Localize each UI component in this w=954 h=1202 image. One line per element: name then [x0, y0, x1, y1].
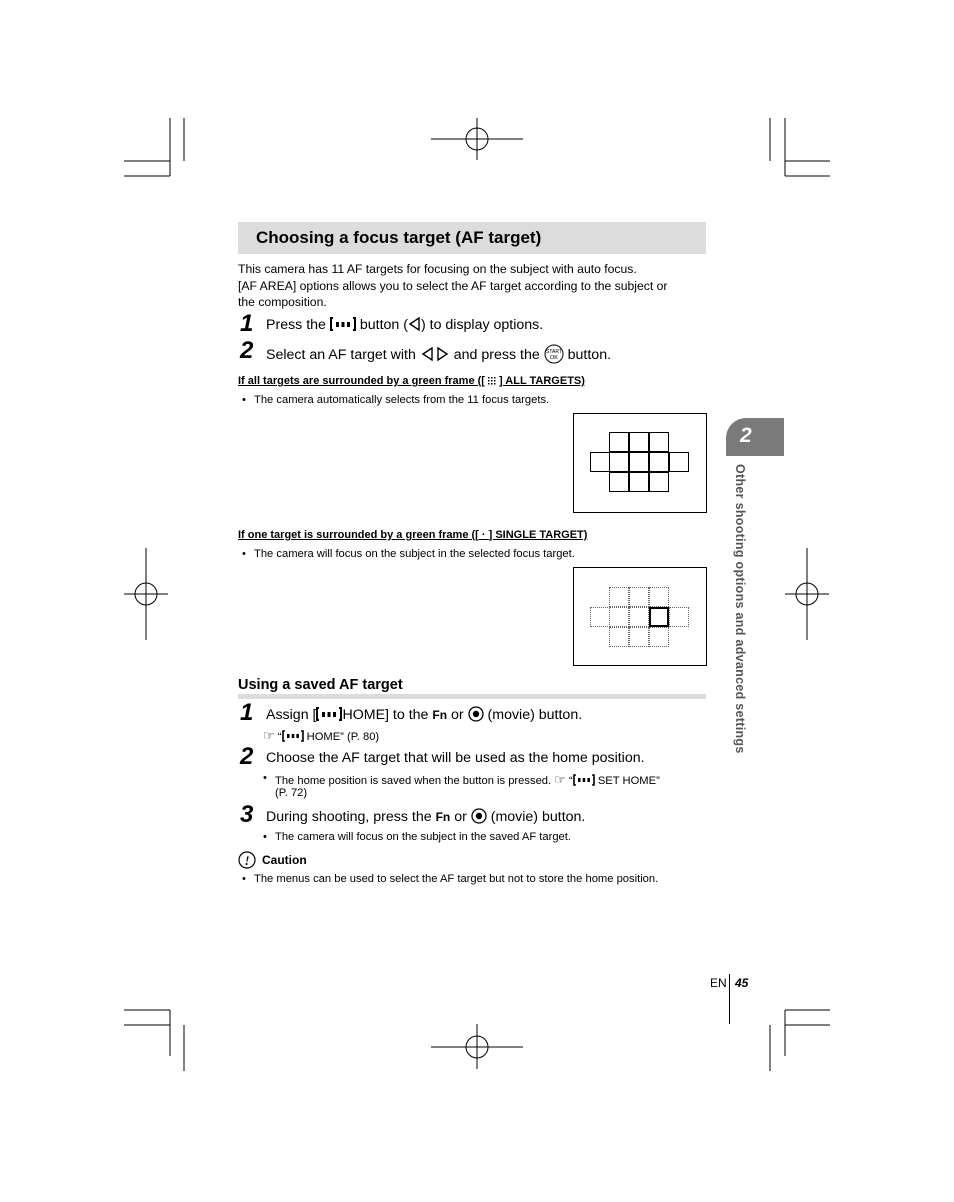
chapter-tab — [726, 418, 784, 456]
af-target-cell — [609, 452, 629, 472]
svg-text:OK: OK — [549, 355, 558, 361]
saved-step-3-bullet: • The camera will focus on the subject in the saved AF target. — [275, 831, 571, 843]
af-target-cell — [629, 452, 649, 472]
af-target-cell — [629, 607, 649, 627]
fn-button-label: Fn — [432, 708, 448, 722]
caution-bullet: • The menus can be used to select the AF target but not to store the home position. — [254, 873, 658, 885]
step-2-pre: Select an AF target with — [266, 347, 416, 363]
saved-step-3-text — [266, 808, 585, 825]
footer-divider — [729, 974, 730, 1024]
start-ok-button-icon — [544, 344, 564, 364]
all-targets-icon — [485, 375, 499, 385]
single-target-heading — [238, 529, 587, 541]
saved-step-1-text — [266, 706, 582, 723]
all-targets-heading — [238, 375, 585, 387]
af-target-cell — [629, 587, 649, 607]
af-target-cell — [609, 432, 629, 452]
af-target-cell — [590, 452, 610, 472]
saved-step-3-pre: During shooting, press the — [266, 809, 432, 825]
svg-text:!: ! — [244, 853, 250, 868]
af-target-button-icon — [330, 317, 356, 331]
saved-step-2-bullet-line2: (P. 72) — [275, 787, 308, 799]
af-target-cell — [649, 452, 669, 472]
step-2-mid: and press the — [453, 347, 540, 363]
af-target-button-icon — [573, 774, 595, 786]
saved-step-3-post: (movie) button. — [490, 809, 586, 825]
af-target-cell — [609, 607, 629, 627]
section-title: Choosing a focus target (AF target) — [256, 228, 542, 247]
all-targets-heading-pre: If all targets are surrounded by a green frame ([ — [238, 375, 485, 387]
ref-text: HOME” (P. 80) — [306, 731, 380, 743]
saved-step-1-mid: HOME] to the — [342, 707, 429, 723]
af-target-cell — [649, 432, 669, 452]
af-target-cell — [669, 452, 689, 472]
page-number: 45 — [735, 976, 749, 990]
ref-open-quote: “ — [569, 775, 573, 787]
single-target-heading-pre: If one target is surrounded by a green frame ([ — [238, 529, 479, 541]
caution-label: Caution — [262, 853, 307, 867]
step-2-text — [266, 344, 611, 364]
caution-icon — [238, 851, 256, 869]
step-1-text — [266, 317, 543, 333]
saved-section-title: Using a saved AF target — [238, 677, 407, 693]
intro-paragraph — [238, 261, 708, 311]
af-target-cell — [669, 607, 689, 627]
single-target-dot: · — [481, 529, 486, 541]
svg-text:START: START — [545, 349, 562, 355]
intro-line: the composition. — [238, 295, 327, 309]
step-number: 2 — [240, 743, 254, 770]
af-target-cell — [649, 472, 669, 492]
af-target-cell — [649, 587, 669, 607]
saved-step-2-bullet — [275, 772, 660, 788]
step-1-post2: ) to display options. — [420, 317, 544, 333]
left-arrow-icon — [408, 317, 421, 331]
step-number: 1 — [240, 699, 254, 726]
movie-button-icon — [468, 706, 484, 722]
movie-button-icon — [471, 808, 487, 824]
single-target-bullet: • The camera will focus on the subject in the selected focus target. — [254, 548, 575, 560]
saved-step-1-reference — [263, 728, 379, 744]
af-all-targets-diagram — [573, 413, 707, 513]
saved-step-1-post: (movie) button. — [487, 707, 583, 723]
fn-button-label: Fn — [435, 810, 451, 824]
intro-line: This camera has 11 AF targets for focusing on the subject with auto focus. — [238, 262, 637, 276]
af-target-cell — [609, 587, 629, 607]
step-number: 1 — [240, 310, 254, 337]
step-number: 3 — [240, 801, 254, 828]
step-2-post: button. — [567, 347, 612, 363]
af-target-cell — [629, 627, 649, 647]
step-1-post: button ( — [359, 317, 408, 333]
saved-step-2-bullet-text: The home position is saved when the button is pressed. — [275, 775, 552, 787]
saved-section-rule — [238, 676, 706, 699]
footer-language: EN — [710, 976, 727, 990]
all-targets-heading-post: ] ALL TARGETS) — [498, 375, 585, 387]
chapter-side-title: Other shooting options and advanced settings — [733, 464, 747, 754]
af-target-cell — [629, 432, 649, 452]
ref-text: SET HOME” — [597, 775, 660, 787]
single-target-heading-post: ] SINGLE TARGET) — [488, 529, 588, 541]
hand-pointer-icon: ☞ — [554, 772, 566, 787]
saved-step-1-or: or — [451, 707, 464, 723]
af-target-button-icon — [316, 707, 342, 721]
af-single-target-diagram — [573, 567, 707, 666]
all-targets-bullet: • The camera automatically selects from the 11 focus targets. — [254, 394, 549, 406]
af-target-cell — [649, 627, 669, 647]
af-target-cell — [629, 472, 649, 492]
af-target-button-icon — [282, 730, 304, 742]
af-target-cell — [609, 472, 629, 492]
section-title-bar — [238, 222, 706, 254]
left-right-arrows-icon — [420, 347, 450, 361]
step-1-pre: Press the — [266, 317, 326, 333]
af-target-cell-selected — [649, 607, 669, 627]
saved-step-1-pre: Assign [ — [266, 707, 317, 723]
ref-open-quote: “ — [277, 731, 282, 743]
saved-step-2-text: Choose the AF target that will be used as the home position. — [266, 750, 645, 766]
step-number: 2 — [240, 337, 254, 364]
intro-line: [AF AREA] options allows you to select the AF target according to the subject or — [238, 278, 668, 293]
chapter-number: 2 — [740, 424, 752, 447]
af-target-cell — [609, 627, 629, 647]
af-target-cell — [590, 607, 610, 627]
hand-pointer-icon: ☞ — [263, 728, 275, 743]
saved-step-3-or: or — [454, 809, 467, 825]
